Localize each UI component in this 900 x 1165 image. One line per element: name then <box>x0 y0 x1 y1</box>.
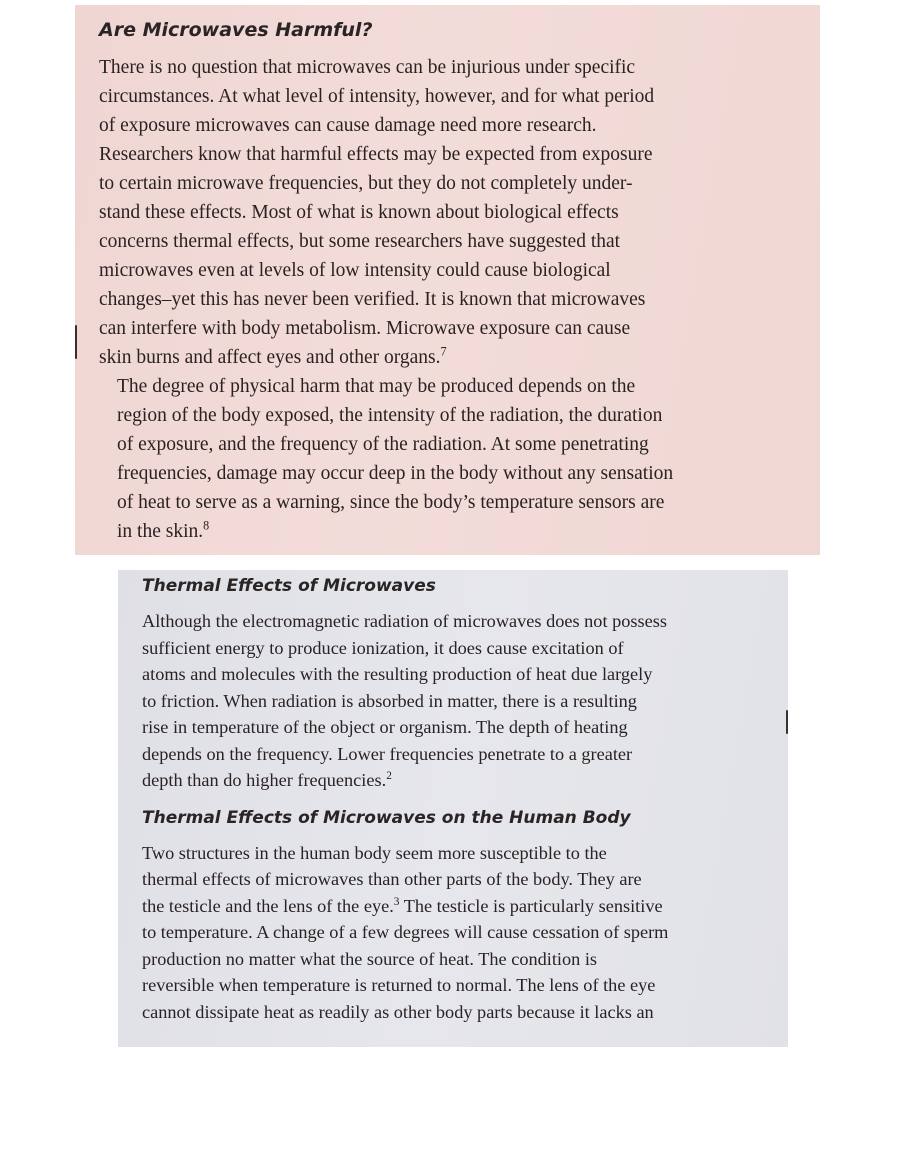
body-paragraph <box>99 53 798 372</box>
text-line: The degree of physical harm that may be produced depends on the <box>117 376 636 397</box>
text-line: of exposure, and the frequency of the radiation. At some penetrating <box>117 434 649 455</box>
footnote-marker: 3 <box>393 895 400 908</box>
text-line: Two structures in the human body seem more susceptible to the <box>142 842 607 863</box>
text-line: production no matter what the source of heat. The condition is <box>142 948 598 969</box>
text-fragment: The testicle is particularly sensitive <box>399 895 663 916</box>
page-clip-harmful <box>75 5 820 555</box>
text-line: microwaves even at levels of low intensity could cause biological <box>99 260 611 281</box>
page-edge-mark <box>786 710 788 734</box>
text-line: Researchers know that harmful effects may be expected from exposure <box>99 144 653 165</box>
text-line: atoms and molecules with the resulting production of heat due largely <box>142 664 653 684</box>
section-heading: Thermal Effects of Microwaves <box>142 576 436 596</box>
text-line: stand these effects. Most of what is known about biological effects <box>99 202 619 223</box>
text-line: to certain microwave frequencies, but they do not completely under- <box>99 173 633 194</box>
text-line: of exposure microwaves can cause damage need more research. <box>99 115 597 136</box>
text-line: reversible when temperature is returned to normal. The lens of the eye <box>142 975 656 995</box>
section-heading: Are Microwaves Harmful? <box>99 19 373 41</box>
text-line: can interfere with body metabolism. Microwave exposure can cause <box>99 318 631 339</box>
body-paragraph <box>142 608 776 794</box>
page-edge-mark <box>75 325 77 359</box>
text-line: cannot dissipate heat as readily as other body parts because it lacks an <box>142 1001 654 1022</box>
text-line: There is no question that microwaves can be injurious under specific <box>99 57 636 78</box>
page-clip-thermal <box>118 570 788 1047</box>
footnote-marker: 7 <box>440 344 447 359</box>
text-line: thermal effects of microwaves than other parts of the body. They are <box>142 869 642 889</box>
text-fragment: the testicle and the lens of the eye. <box>142 895 394 916</box>
text-fragment: depth than do higher frequencies. <box>142 770 387 790</box>
text-line: Although the electromagnetic radiation of microwaves does not possess <box>142 611 667 631</box>
text-line: rise in temperature of the object or organism. The depth of heating <box>142 717 628 737</box>
text-line <box>142 767 776 794</box>
text-line: circumstances. At what level of intensity, however, and for what period <box>99 86 655 107</box>
text-line: of heat to serve as a warning, since the body’s temperature sensors are <box>117 492 665 513</box>
text-line: region of the body exposed, the intensity of the radiation, the duration <box>117 405 663 426</box>
body-paragraph <box>142 840 776 1026</box>
text-line: concerns thermal effects, but some researchers have suggested that <box>99 231 621 252</box>
footnote-marker: 8 <box>203 518 210 533</box>
text-line: frequencies, damage may occur deep in the body without any sensation <box>117 463 674 484</box>
text-line <box>99 343 798 372</box>
text-line <box>142 893 776 920</box>
text-line: sufficient energy to produce ionization, it does cause excitation of <box>142 637 624 658</box>
body-paragraph <box>99 372 798 546</box>
text-line <box>99 517 798 546</box>
section-heading: Thermal Effects of Microwaves on the Human Body <box>142 807 631 828</box>
text-line: depends on the frequency. Lower frequencies penetrate to a greater <box>142 743 633 764</box>
footnote-marker: 2 <box>386 769 392 782</box>
text-line: to friction. When radiation is absorbed in matter, there is a resulting <box>142 690 637 711</box>
text-line: changes–yet this has never been verified. It is known that microwaves <box>99 289 646 310</box>
text-fragment: in the skin. <box>117 521 204 542</box>
text-line: to temperature. A change of a few degrees will cause cessation of sperm <box>142 922 669 942</box>
text-fragment: skin burns and affect eyes and other organs. <box>99 347 441 368</box>
